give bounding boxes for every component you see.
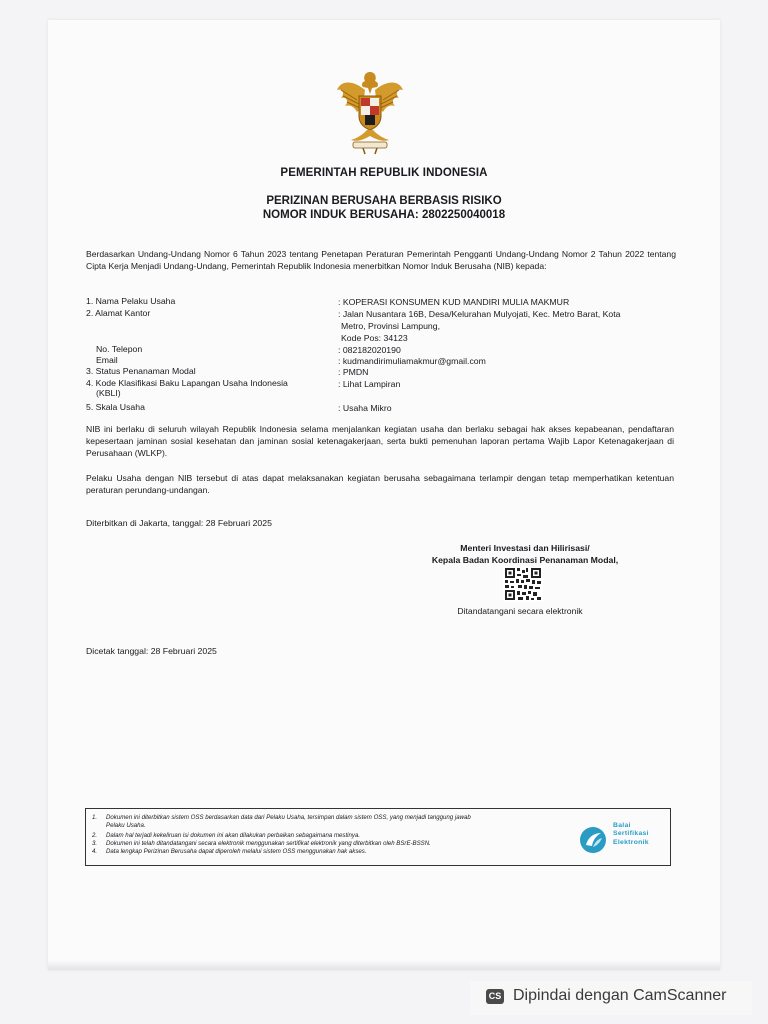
field-label: No. Telepon (96, 344, 143, 354)
printed-date: Dicetak tanggal: 28 Februari 2025 (86, 646, 217, 656)
qr-code-icon (503, 566, 543, 602)
field-value: : Lihat Lampiran (338, 379, 401, 389)
camscanner-watermark (470, 981, 752, 1015)
kbli-label-line: 4. Kode Klasifikasi Baku Lapangan Usaha Indonesia (86, 378, 288, 388)
field-label (86, 378, 336, 398)
note-item: 2. Dalam hal terjadi kekeliruan isi dokumen ini akan dilakukan perbaikan sebagaimana mestinya. (92, 832, 361, 839)
address-line: : Jalan Nusantara 16B, Desa/Kelurahan Mulyojati, Kec. Metro Barat, Kota (338, 309, 621, 319)
field-value: : Usaha Mikro (338, 403, 392, 413)
note-item: 3. Dokumen ini telah ditandatangani secara elektronik menggunakan sertifikat elektronik yang diterbitkan oleh BSrE-BSSN. (92, 840, 431, 847)
electronic-signature-note: Ditandatangani secara elektronik (457, 606, 583, 616)
government-heading: PEMERINTAH REPUBLIK INDONESIA (280, 167, 488, 179)
document-title (0, 194, 768, 222)
field-value: : kudmandirimuliamakmur@gmail.com (338, 356, 486, 366)
intro-paragraph: Berdasarkan Undang-Undang Nomor 6 Tahun 2023 tentang Penetapan Peraturan Pemerintah Pengganti Undang-Undang Nomor 2 Tahun 2022 tentang Cipta Kerja Menjadi Undang-Undang, Pemerintah Republik Indonesia menerbitkan Nomor Induk Berusaha (NIB) kepada: (86, 249, 676, 271)
note-item: Pelaku Usaha. (106, 822, 146, 829)
signatory-line1: Menteri Investasi dan Hilirisasi/ (460, 543, 590, 553)
garuda-emblem-icon (335, 66, 405, 156)
validity-paragraph: NIB ini berlaku di seluruh wilayah Republik Indonesia selama menjalankan kegiatan usaha dan berlaku sebagai hak akses kepabeanan, pendaftaran kepesertaan jaminan sosial kesehatan dan jaminan sosial ketenagakerjaan, serta bukti pemenuhan laporan pertama Wajib Lapor Ketenagakerjaan di Perusahaan (WLKP). (86, 424, 674, 458)
compliance-paragraph: Pelaku Usaha dengan NIB tersebut di atas dapat melaksanakan kegiatan berusaha sebagaimana terlampir dengan tetap memperhatikan ketentuan peraturan perundang-undangan. (86, 473, 674, 495)
field-value (338, 308, 678, 344)
issued-date: Diterbitkan di Jakarta, tanggal: 28 Februari 2025 (86, 518, 272, 528)
field-value: : PMDN (338, 367, 369, 377)
note-item: 1. Dokumen ini diterbitkan sistem OSS berdasarkan data dari Pelaku Usaha, tersimpan dalam sistem OSS, yang menjadi tanggung jawab (92, 814, 471, 821)
field-value: : KOPERASI KONSUMEN KUD MANDIRI MULIA MAKMUR (338, 297, 570, 307)
field-label: 1. Nama Pelaku Usaha (86, 296, 176, 306)
notes-box (85, 808, 671, 866)
camscanner-text: Dipindai dengan CamScanner (513, 987, 727, 1004)
kbli-label-line: (KBLI) (96, 388, 121, 398)
field-label: Email (96, 355, 118, 365)
field-label: 5. Skala Usaha (86, 402, 145, 412)
address-line: Kode Pos: 34123 (341, 333, 408, 343)
signatory-block (410, 542, 640, 566)
document-title-line1: PERIZINAN BERUSAHA BERBASIS RISIKO (266, 195, 502, 207)
bsre-logo-icon (578, 825, 608, 855)
signatory-line2: Kepala Badan Koordinasi Penanaman Modal, (431, 555, 619, 565)
address-line: Metro, Provinsi Lampung, (341, 321, 440, 331)
page-edge-shadow (48, 960, 720, 970)
bsre-logo-text: Balai Sertifikasi Elektronik (613, 822, 649, 846)
field-value: : 082182020190 (338, 345, 401, 355)
field-label: 2. Alamat Kantor (86, 308, 151, 318)
note-item: 4. Data lengkap Perizinan Berusaha dapat diperoleh melalui sistem OSS menggunakan hak akses. (92, 848, 367, 855)
nib-number: NOMOR INDUK BERUSAHA: 2802250040018 (262, 209, 506, 221)
camscanner-icon: CS (486, 989, 504, 1004)
field-label: 3. Status Penanaman Modal (86, 366, 196, 376)
